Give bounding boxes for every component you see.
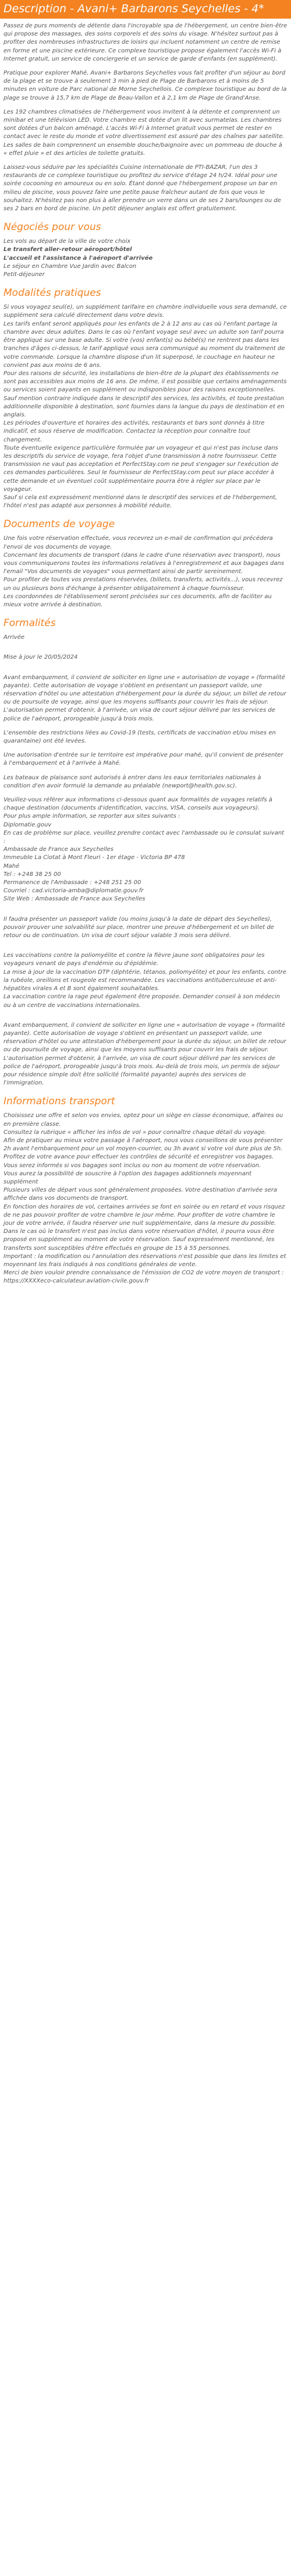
intro-paragraph-1: Passez de purs moments de détente dans l'incroyable spa de l'hébergement, un centre bien-être qui propose des massages, des soins corporels et des soins du visage. N'hésitez surtout pas à profiter des nombreuses infrastructures de loisirs qui incluent notamment un centre de remise en forme et une piscine extérieure. Ce complexe touristique propose également l'accès Wi-Fi à Internet gratuit, un service de conciergerie et un service de garde d'enfants (en supplément). [3,23,288,62]
main-content [0,19,291,1286]
formalites-paragraph-4: Les bateaux de plaisance sont autorisés à entrer dans les eaux territoriales nationales à condition d'en avoir formulé la demande au préalable (newport@health.gov.sc). [3,774,261,789]
section-heading-formalites: Formalités [3,617,56,630]
formalites-paragraph-8: Avant embarquement, il convient de solliciter en ligne une « autorisation de voyage » (formalité payante). Cette autorisation de voyage s'obtient en présentant un passeport valide, une réservation d'hôtel ou une attestation d'hébergement pour la durée du séjour, un billet de retour ou de poursuite de voyage, ainsi que les moyens suffisants pour couvrir les frais de séjour. L'autorisation permet d'obtenir, à l'arrivée, un visa de court séjour délivré par les services de police de l'aéroport, prorogeable jusqu'à trois mois. Au-delà de trois mois, un permis de séjour pour résidence simple doit être sollicité (formalité payante) auprès des services de l'immigration. [3,1022,286,1087]
negocies-item: Le transfert aller-retour aéroport/hôtel [3,246,132,253]
modalites-paragraph: Si vous voyagez seul(e), un supplément tarifaire en chambre individuelle vous sera demandé, ce supplément sera calculé directement dans votre devis. Les tarifs enfant seront appliqués pour les enfants de 2 à 12 ans au cas où l'enfant partage la chambre avec deux adultes. Dans le cas où l'enfant voyage seul avec un adulte son tarif pourra être appliqué sur une base adulte. Si votre (vos) enfant(s) ou bébé(s) ne rentrent pas dans les tranches d'âges ci-dessus, le tarif appliqué vous sera communiqué au moment du traitement de votre commande. Lorsque la chambre dispose d'un lit superposé, le couchage en hauteur ne convient pas aux moins de 6 ans. Pour des raisons de sécurité, les installations de bien-être de la plupart des établissements ne sont pas accessibles aux moins de 16 ans. De même, il est possible que certains aménagements ou services soient payants en supplément ou indisponibles pour des raisons exceptionnelles. Sauf mention contraire indiquée dans le descriptif des services, les activités, et toute prestation additionnelle disponible à destination, sont fournies dans la langue du pays de destination et en anglais. Les périodes d'ouverture et horaires des activités, restaurants et bars sont donnés à titre indicatif, et sous réserve de modification. Contactez la réception pour connaître tout changement. Toute éventuelle exigence particulière formulée par un voyageur et qui n'est pas incluse dans les descriptifs du service de voyage, fera l'objet d'une transmission à notre fournisseur. Cette transmission ne vaut pas acceptation et PerfectStay.com ne peut s'engager sur l'exécution de ces demandes particulières. Seul le fournisseur de PerfectStay.com peut sur place accéder à cette demande et un éventuel coût supplémentaire pourra être à régler sur place par le voyageur. Sauf si cela est expressément mentionné dans le descriptif des services et de l'hébergement, l'hôtel n'est pas adapté aux personnes à mobilité réduite. [3,304,287,510]
formalites-paragraph-3: Une autorisation d'entrée sur le territoire est impérative pour mahé, qu'il convient de présenter à l'embarquement et à l'arrivée à Mahé. [3,752,283,767]
documents-paragraph: Une fois votre réservation effectuée, vous recevrez un e-mail de confirmation qui précédera l'envoi de vos documents de voyage. Concernant les documents de transport (dans le cadre d'une réservation avec transport), nous vous communiquerons toutes les informations relatives à l'enregistrement et aux bagages dans l'email "Vos documents de voyages" vous permettant ainsi de partir sereinement. Pour profiter de toutes vos prestations réservées, (billets, transferts, activités...), vous recevrez un ou plusieurs bons d'échange à présenter obligatoirement à chaque fournisseur. Les coordonnées de l'établissement seront précisées sur ces documents, afin de faciliter au mieux votre arrivée à destination. [3,535,284,608]
intro-paragraph-3: Les 192 chambres climatisées de l'hébergement vous invitent à la détente et comprennent un minibar et une télévision LED. Votre chambre est dotée d'un lit avec surmatelas. Les chambres sont dotées d'un balcon aménagé. L'accès Wi-Fi à Internet gratuit vous permet de rester en contact avec le reste du monde et votre divertissement est assuré par des chaînes par satellite. Les salles de bain comprennent un ensemble douche/baignoire avec un pommeau de douche à « effet pluie » et des articles de toilette gratuits. [3,108,285,157]
section-heading-transport: Informations transport [3,1096,115,1108]
negocies-item: Les vols au départ de la ville de votre choix [3,238,131,245]
formalites-update-date: Mise à jour le 20/05/2024 [3,654,78,661]
section-heading-modalites: Modalités pratiques [3,287,101,299]
negocies-list [3,238,288,279]
formalites-paragraph-7: Les vaccinations contre la poliomyélite et contre la fièvre jaune sont obligatoires pour les voyageurs venant de pays d'endémie ou d'épidémie. La mise à jour de la vaccination DTP (diphtérie, tétanos, poliomyélite) et pour les enfants, contre la rubéole, oreillons et rougeole est recommandée. Les vaccinations antituberculeuse et anti-hépatites virales A et B sont également souhaitables. La vaccination contre la rage peut également être proposée. Demander conseil à son médecin ou à un centre de vaccinations internationales. [3,952,286,1009]
section-heading-negocies: Négociés pour vous [3,221,101,234]
page-banner: Description - Avani+ Barbarons Seychelles - 4* [0,0,291,19]
transport-paragraph: Choisissez une offre et selon vos envies, optez pour un siège en classe économique, affaires ou en première classe. Consultez la rubrique « afficher les infos de vol » pour connaître chaque détail du voyage. Afin de pratiquer au mieux votre passage à l'aéroport, nous vous conseillons de vous présenter 2h avant l'embarquement pour un vol moyen-courrier, ou 3h avant si votre vol dure plus de 5h. Profitez de votre avance pour effectuer les contrôles de sécurité et enregistrer vos bagages. Vous serez informés si vos bagages sont inclus ou non au moment de votre réservation. Vous aurez la possibilité de souscrire à l'option des bagages additionnels moyennant supplément Plusieurs villes de départ vous sont généralement proposées. Votre destination d'arrivée sera affichée dans vos documents de transport. En fonction des horaires de vol, certaines arrivées se font en soirée ou en retard et vous risquez de ne pas pouvoir profiter de votre chambre le jour même. Pour profiter de votre chambre le jour de votre arrivée, il faudra réserver une nuit supplémentaire, dans la mesure du possible. Dans le cas où le transfert n'est pas inclus dans votre réservation d'hôtel, il pourra vous être proposé en supplément au moment de votre réservation. Sauf expressément mentionné, les transferts sont susceptibles d'être effectués en groupe de 15 à 55 personnes. Important : la modification ou l'annulation des réservations n'est possible que dans les limites et moyennant les frais indiqués à nos conditions générales de vente. Merci de bien vouloir prendre connaissance de l'émission de CO2 de votre moyen de transport : https://XXXXeco-calculateur.aviation-civile.gouv.fr [3,1112,286,1285]
intro-paragraph-4: Laissez-vous séduire par les spécialités Cuisine internationale de PTI-BAZAR, l'un des 3 restaurants de ce complexe touristique ou profitez du service d'étage 24 h/24. Idéal pour une soirée cocooning en amoureux ou en solo. Étant donné que l'hébergement propose un bar en milieu de piscine, vous pouvez faire une petite pause fraîcheur autant de fois que vous le souhaitez. N'hésitez pas non plus à aller prendre un verre dans un de ses 2 bars/lounges ou de ses 2 bars en bord de piscine. Un petit déjeuner anglais est offert gratuitement. [3,164,281,213]
formalites-paragraph-5: Veuillez-vous référer aux informations ci-dessous quant aux formalités de voyages relatifs à chaque destination (documents d'identification, vaccins, VISA, conseils aux voyageurs). Pour plus ample information, se reporter aux sites suivants : Diplomatie.gouv En cas de problème sur place, veuillez prendre contact avec l'ambassade ou le consulat suivant : Ambassade de France aux Seychelles Immeuble La Ciotat à Mont Fleuri - 1er étage - Victoria BP 478 Mahé Tel : +248 38 25 00 Permanence de l'Ambassade : +248 251 25 00 Courriel : cad.victoria-amba@diplomatie.gouv.fr Site Web : Ambassade de France aux Seychelles [3,797,285,903]
negocies-item: Le séjour en Chambre Vue Jardin avec Balcon [3,263,137,270]
negocies-item: L'accueil et l'assistance à l'aéroport d'arrivée [3,255,153,262]
formalites-arrivee-label: Arrivée [3,634,25,641]
section-heading-documents: Documents de voyage [3,518,115,531]
formalites-paragraph-2: L'ensemble des restrictions liées au Covid-19 (tests, certificats de vaccination et/ou mises en quarantaine) ont été levées. [3,729,276,745]
formalites-paragraph-6: Il faudra présenter un passeport valide (ou moins jusqu'à la date de départ des Seychelles), pouvoir prouver une solvabilité sur place, montrer une preuve d'hébergement et un billet de retour ou de continuation. Un visa de court séjour valable 3 mois sera délivré. [3,916,274,939]
formalites-paragraph-1: Avant embarquement, il convient de solliciter en ligne une « autorisation de voyage » (formalité payante). Cette autorisation de voyage s'obtient en présentant un passeport valide, une réservation d'hôtel ou une attestation d'hébergement pour la durée du séjour, un billet de retour ou de poursuite de voyage, ainsi que les moyens suffisants pour couvrir les frais de séjour. L'autorisation permet d'obtenir, à l'arrivée, un visa de court séjour délivré par les services de police de l'aéroport, prorogeable jusqu'à trois mois. [3,674,286,722]
negocies-item: Petit-déjeuner [3,271,45,278]
intro-paragraph-2: Pratique pour explorer Mahé, Avani+ Barbarons Seychelles vous fait profiter d'un séjour au bord de la plage et se trouve à seulement 3 min à pied de Plage de Barbarons et à moins de 5 minutes en voiture de Parc national de Morne Seychellois. Ce complexe touristique au bord de la plage se trouve à 15,7 km de Plage de Beau-Vallon et à 2,1 km de Plage de Grand'Anse. [3,70,287,101]
